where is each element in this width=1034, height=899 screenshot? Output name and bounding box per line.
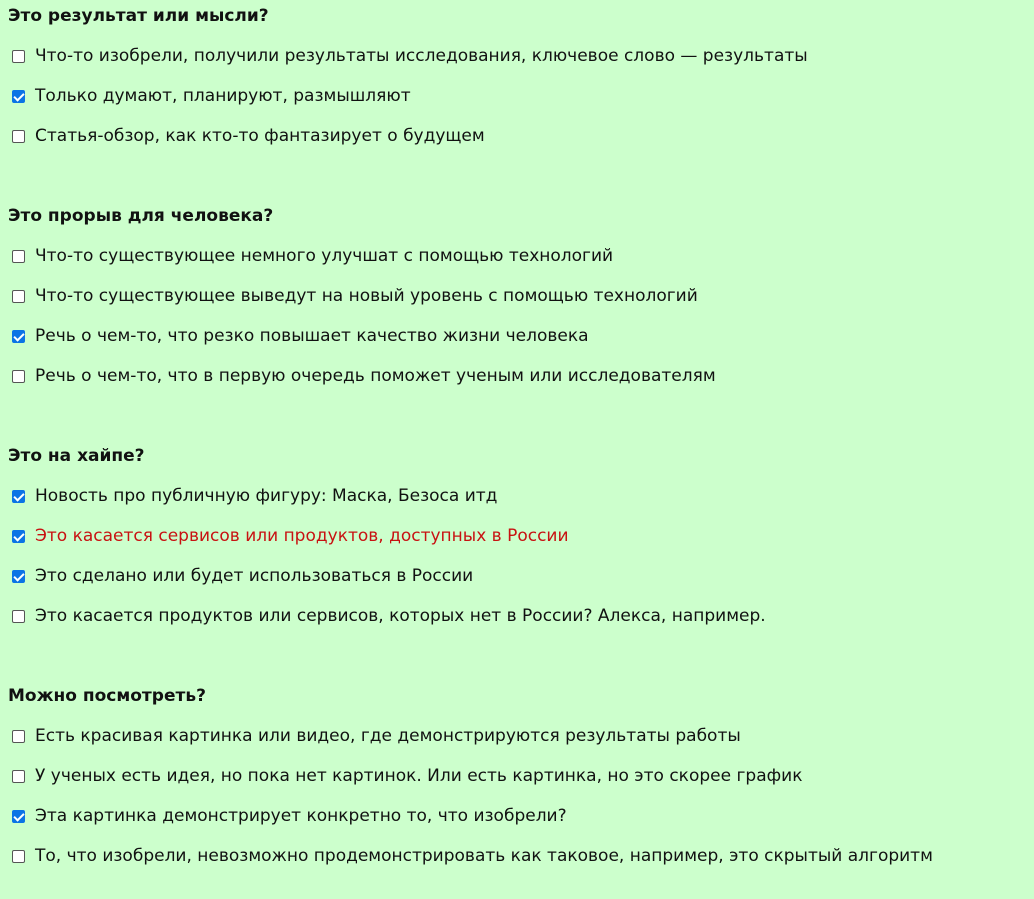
option-not-in-russia[interactable]	[8, 604, 766, 628]
checkbox-checked[interactable]	[12, 530, 25, 543]
option-only-thinking[interactable]	[8, 84, 411, 108]
option-label: Речь о чем-то, что резко повышает качество жизни человека	[35, 326, 589, 346]
option-public-figure[interactable]	[8, 484, 497, 508]
checkbox[interactable]	[12, 290, 25, 303]
option-label: Есть красивая картинка или видео, где демонстрируются результаты работы	[35, 726, 741, 746]
option-label: Речь о чем-то, что в первую очередь поможет ученым или исследователям	[35, 366, 716, 386]
checkbox[interactable]	[12, 610, 25, 623]
option-label: Только думают, планируют, размышляют	[35, 86, 411, 106]
section-title: Можно посмотреть?	[8, 686, 206, 706]
checkbox[interactable]	[12, 250, 25, 263]
option-label: Это касается продуктов или сервисов, которых нет в России? Алекса, например.	[35, 606, 766, 626]
checkbox[interactable]	[12, 130, 25, 143]
checkbox-checked[interactable]	[12, 330, 25, 343]
option-picture-shows-invention[interactable]	[8, 804, 567, 828]
option-label: Что-то существующее выведут на новый уровень с помощью технологий	[35, 286, 698, 306]
option-available-in-russia[interactable]	[8, 524, 569, 548]
option-no-pictures[interactable]	[8, 764, 802, 788]
checkbox[interactable]	[12, 50, 25, 63]
checkbox-checked[interactable]	[12, 810, 25, 823]
checkbox[interactable]	[12, 770, 25, 783]
checkbox[interactable]	[12, 850, 25, 863]
option-new-level[interactable]	[8, 284, 698, 308]
section-title: Это прорыв для человека?	[8, 206, 274, 226]
checkbox-checked[interactable]	[12, 570, 25, 583]
option-slight-improvement[interactable]	[8, 244, 613, 268]
option-label: Эта картинка демонстрирует конкретно то, что изобрели?	[35, 806, 567, 826]
checkbox-checked[interactable]	[12, 490, 25, 503]
option-beautiful-picture[interactable]	[8, 724, 741, 748]
checkbox[interactable]	[12, 730, 25, 743]
option-review-article[interactable]	[8, 124, 485, 148]
option-label-highlighted: Это касается сервисов или продуктов, доступных в России	[35, 526, 569, 546]
option-label: Новость про публичную фигуру: Маска, Безоса итд	[35, 486, 498, 506]
checkbox-checked[interactable]	[12, 90, 25, 103]
option-label: То, что изобрели, невозможно продемонстрировать как таковое, например, это скрытый алгоритм	[35, 846, 933, 866]
option-label: Что-то изобрели, получили результаты исследования, ключевое слово — результаты	[35, 46, 808, 66]
option-made-in-russia[interactable]	[8, 564, 473, 588]
option-label: Что-то существующее немного улучшат с помощью технологий	[35, 246, 614, 266]
section-title: Это на хайпе?	[8, 446, 145, 466]
option-got-results[interactable]	[8, 44, 808, 68]
section-title: Это результат или мысли?	[8, 6, 269, 26]
option-label: Это сделано или будет использоваться в России	[35, 566, 474, 586]
option-label: У ученых есть идея, но пока нет картинок. Или есть картинка, но это скорее график	[35, 766, 803, 786]
option-quality-of-life[interactable]	[8, 324, 589, 348]
checkbox[interactable]	[12, 370, 25, 383]
option-cannot-demonstrate[interactable]	[8, 844, 933, 868]
option-for-researchers[interactable]	[8, 364, 716, 388]
option-label: Статья-обзор, как кто-то фантазирует о будущем	[35, 126, 485, 146]
